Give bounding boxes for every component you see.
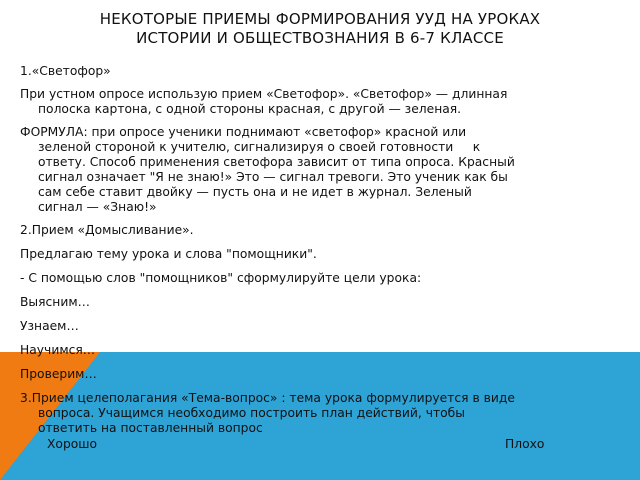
list-item: Научимся… — [20, 343, 96, 357]
text-line: вопроса. Учащимся необходимо построить план действий, чтобы — [38, 406, 465, 420]
section-1-formula — [20, 125, 610, 215]
section-2-heading: 2.Прием «Домысливание». — [20, 223, 194, 237]
text-line: 3.Прием целеполагания «Тема-вопрос» : тема урока формулируется в виде — [20, 391, 515, 405]
rating-bad-label: Плохо — [505, 437, 545, 451]
text-line: ответу. Способ применения светофора зависит от типа опроса. Красный — [38, 155, 515, 169]
text-line: При устном опросе использую прием «Светофор». «Светофор» — длинная — [20, 87, 508, 101]
list-item: Узнаем… — [20, 319, 79, 333]
section-2-paragraph: Предлагаю тему урока и слова "помощники". — [20, 247, 317, 261]
slide-title — [0, 10, 640, 48]
section-1-paragraph — [20, 87, 610, 117]
text-line: ФОРМУЛА: при опросе ученики поднимают «светофор» красной или — [20, 125, 467, 139]
text-line: сигнал — «Знаю!» — [38, 200, 157, 214]
list-item: Выясним… — [20, 295, 90, 309]
text-line: сигнал означает "Я не знаю!» Это — сигнал тревоги. Это ученик как бы — [38, 170, 508, 184]
rating-good-label: Хорошо — [47, 437, 98, 451]
text-line: ответить на поставленный вопрос — [38, 421, 263, 435]
section-2-instruction: - С помощью слов "помощников" сформулируйте цели урока: — [20, 271, 422, 285]
text-line: полоска картона, с одной стороны красная, с другой — зеленая. — [38, 102, 462, 116]
section-1-heading: 1.«Светофор» — [20, 64, 111, 78]
rating-labels — [20, 437, 610, 452]
text-line: зеленой стороной к учителю, сигнализируя о своей готовности к — [38, 140, 481, 154]
text-line: сам себе ставит двойку — пусть она и не идет в журнал. Зеленый — [38, 185, 472, 199]
slide-body — [20, 64, 610, 452]
title-line-1: НЕКОТОРЫЕ ПРИЕМЫ ФОРМИРОВАНИЯ УУД НА УРОКАХ — [99, 10, 541, 28]
list-item: Проверим… — [20, 367, 97, 381]
title-line-2: ИСТОРИИ И ОБЩЕСТВОЗНАНИЯ В 6-7 КЛАССЕ — [136, 29, 504, 47]
section-3 — [20, 391, 610, 452]
